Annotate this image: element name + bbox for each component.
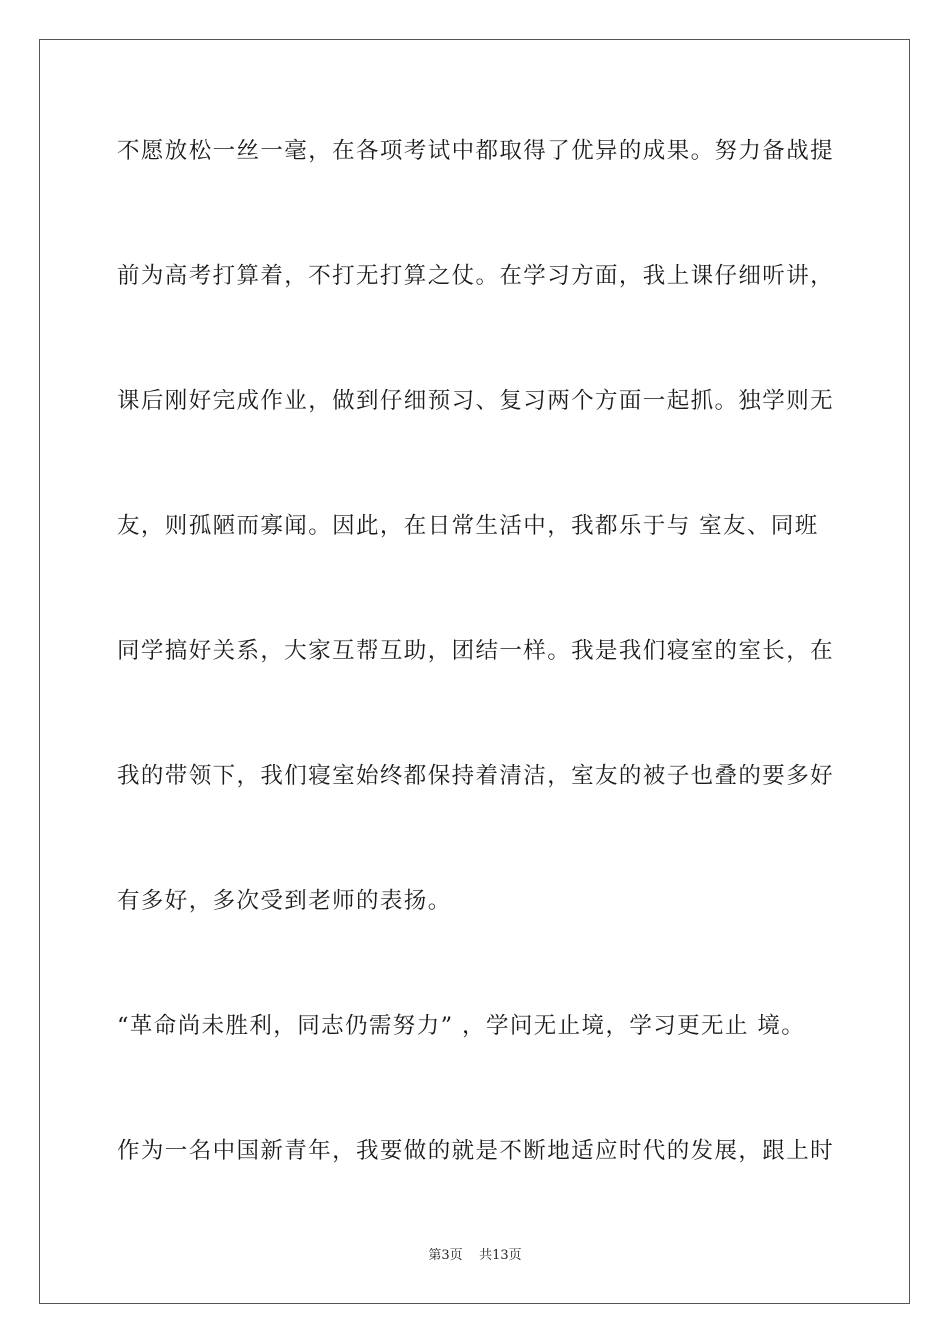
page-border [39,39,910,1304]
page-footer [0,1247,950,1265]
text-line: 不愿放松一丝一毫，在各项考试中都取得了优异的成果。努力备战提 [117,138,835,164]
text-line: 我的带领下，我们寝室始终都保持着清洁，室友的被子也叠的要多好 [117,763,835,789]
text-line: “革命尚未胜利，同志仍需努力” ，学问无止境，学习更无止 境。 [117,1013,806,1039]
page-number: 第3页 [428,1248,463,1263]
text-line: 前为高考打算着，不打无打算之仗。在学习方面，我上课仔细听讲， [117,263,835,289]
text-line: 有多好，多次受到老师的表扬。 [117,888,452,914]
text-line: 友，则孤陋而寡闻。因此，在日常生活中，我都乐于与 室友、同班 [117,513,819,539]
page-total: 共13页 [479,1248,522,1263]
text-line: 作为一名中国新青年，我要做的就是不断地适应时代的发展，跟上时 [117,1138,835,1164]
text-line: 课后刚好完成作业，做到仔细预习、复习两个方面一起抓。独学则无 [117,388,835,414]
text-line: 同学搞好关系，大家互帮互助，团结一样。我是我们寝室的室长，在 [117,638,835,664]
